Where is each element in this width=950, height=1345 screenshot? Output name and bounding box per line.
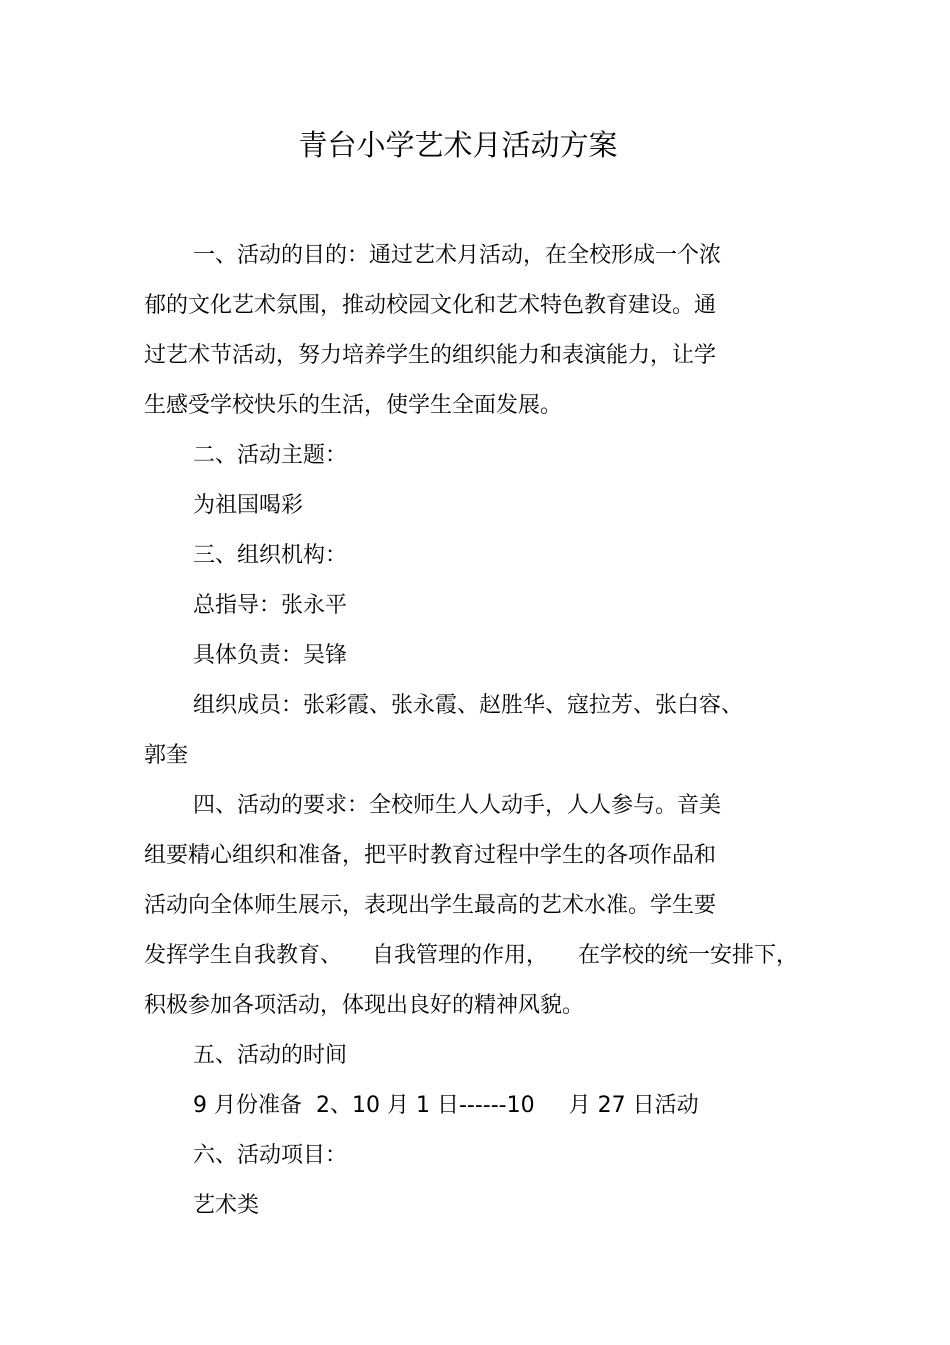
requirements-segment-1: 发挥学生自我教育、 xyxy=(144,943,343,968)
org-chief-director: 总指导：张永平 xyxy=(193,593,348,618)
paragraph-requirements-line-2: 组要精心组织和准备，把平时教育过程中学生的各项作品和 xyxy=(144,843,717,868)
org-person-in-charge: 具体负责：吴锋 xyxy=(193,643,348,668)
paragraph-purpose-line-4: 生感受学校快乐的生活，使学生全面发展。 xyxy=(144,393,563,418)
time-segment-2: 2、10 月 1 日------10 xyxy=(316,1093,535,1118)
paragraph-purpose-line-3: 过艺术节活动，努力培养学生的组织能力和表演能力，让学 xyxy=(144,343,717,368)
heading-theme: 二、活动主题： xyxy=(193,443,348,468)
requirements-segment-2: 自我管理的作用， xyxy=(372,943,549,968)
heading-time: 五、活动的时间 xyxy=(193,1043,348,1068)
theme-text: 为祖国喝彩 xyxy=(193,493,304,518)
paragraph-requirements-line-1: 四、活动的要求：全校师生人人动手，人人参与。音美 xyxy=(193,793,722,818)
time-segment-3: 月 27 日活动 xyxy=(568,1093,699,1118)
org-members-line-1: 组织成员：张彩霞、张永霞、赵胜华、寇拉芳、张白容、 xyxy=(193,693,744,718)
heading-projects: 六、活动项目： xyxy=(193,1143,348,1168)
heading-organization: 三、组织机构： xyxy=(193,543,348,568)
document-title: 青台小学艺术月活动方案 xyxy=(298,128,618,162)
paragraph-requirements-line-4 xyxy=(144,941,798,971)
paragraph-requirements-line-3: 活动向全体师生展示，表现出学生最高的艺术水准。学生要 xyxy=(144,893,717,918)
requirements-segment-3: 在学校的统一安排下， xyxy=(578,943,799,968)
project-category-art: 艺术类 xyxy=(193,1193,260,1218)
time-segment-1: 9 月份准备 xyxy=(193,1093,302,1118)
time-schedule xyxy=(193,1091,699,1121)
org-members-line-2: 郭奎 xyxy=(144,743,189,768)
paragraph-requirements-line-5: 积极参加各项活动，体现出良好的精神风貌。 xyxy=(144,993,585,1018)
paragraph-purpose-line-1: 一、活动的目的：通过艺术月活动，在全校形成一个浓 xyxy=(193,243,722,268)
paragraph-purpose-line-2: 郁的文化艺术氛围，推动校园文化和艺术特色教育建设。通 xyxy=(144,293,717,318)
